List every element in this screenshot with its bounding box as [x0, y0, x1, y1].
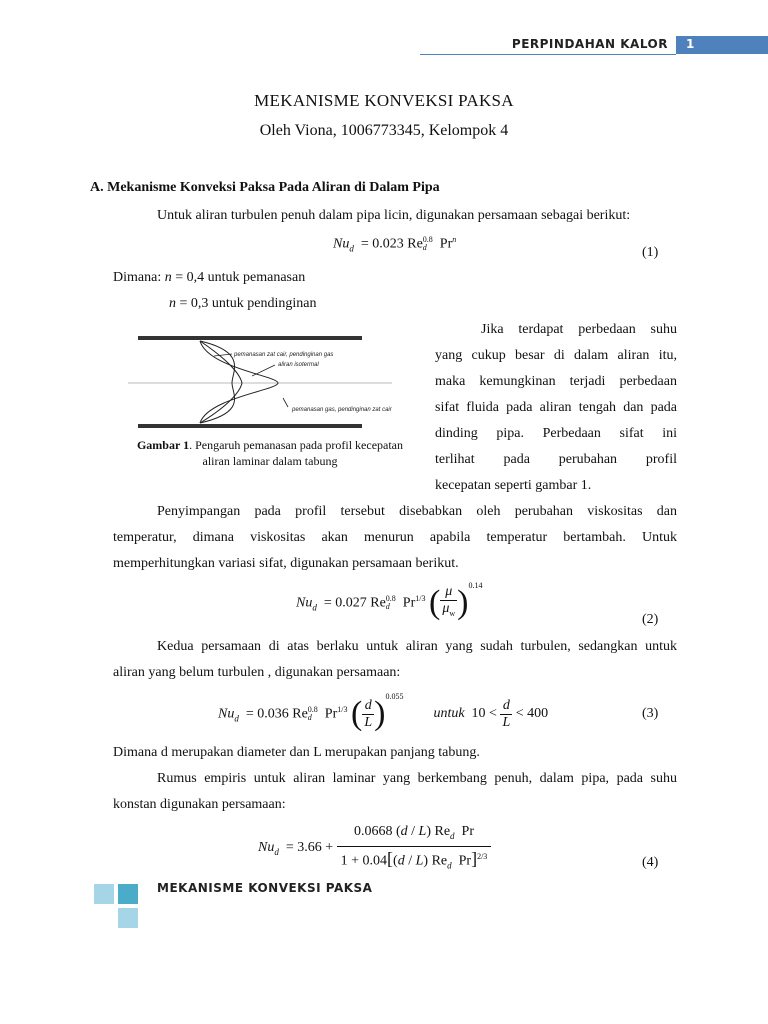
side-line: Jika terdapat perbedaan suhu [481, 322, 677, 337]
document-title: MEKANISME KONVEKSI PAKSA [254, 91, 514, 110]
paragraph-5 [113, 766, 677, 818]
arrow-top [214, 354, 232, 356]
equation-3-number: (3) [642, 706, 659, 721]
dimana-line-2: n = 0,3 untuk pendinginan [169, 296, 317, 311]
equation-2: $Nu_d = 0.027$ Re 0.8 d $Pr^{1/3}$ ( μ $\mu_w$ ) 0.14 [296, 581, 483, 621]
paragraph-1: Untuk aliran turbulen penuh dalam pipa licin, digunakan persamaan sebagai berikut: [157, 208, 631, 223]
footer-square [94, 884, 114, 904]
side-line: kecepatan seperti gambar 1. [435, 478, 592, 493]
side-line: sifat fluida pada aliran tengah dan pada [435, 400, 677, 415]
figure-label-mid: aliran isotermal [278, 362, 319, 368]
para2-line: memperhitungkan variasi sifat, digunakan persamaan berikut. [113, 556, 459, 571]
side-line: terlihat pada perubahan profil [435, 452, 677, 467]
author-line: Oleh Viona, 1006773345, Kelompok 4 [259, 122, 509, 139]
footer-title: MEKANISME KONVEKSI PAKSA [157, 881, 373, 895]
pipe-wall-bottom [138, 424, 362, 428]
page-number: 1 [686, 37, 695, 51]
dimana-n1: = 0,4 untuk pemanasan [171, 270, 306, 285]
equation-1: $Nu_d = 0.023$ Re 0.8 d Pr$^n$ [333, 235, 457, 254]
caption-label: Gambar 1 [136, 438, 190, 452]
dimana-label: Dimana: [113, 270, 165, 285]
figure-caption [125, 437, 415, 469]
para2-line: temperatur, dimana viskositas akan menurun apabila temperatur bertambah. Untuk [113, 530, 677, 545]
figure-label-top: pemanasan zat cair, pendinginan gas [234, 352, 334, 358]
running-header-title: PERPINDAHAN KALOR [511, 37, 668, 51]
arrow-mid [252, 365, 275, 376]
figure-label-bottom: pemanasan gas, pendinginan zat cair [292, 407, 392, 413]
figure-velocity-profile [128, 330, 418, 438]
arrow-bottom [283, 398, 288, 407]
equation-2-number: (2) [642, 612, 659, 627]
equation-3: $Nu_d = 0.036$ Re 0.8 d $Pr^{1/3}$ ( d L ) 0.055 untuk 10 < d L < 400 [218, 692, 549, 732]
equation-4-number: (4) [642, 855, 659, 870]
pipe-wall-top [138, 336, 362, 340]
section-heading: A. Mekanisme Konveksi Paksa Pada Aliran di Dalam Pipa [90, 180, 440, 195]
para5-line: konstan digunakan persamaan: [113, 797, 286, 812]
footer-square [118, 884, 138, 904]
footer-square [118, 908, 138, 928]
side-line: yang cukup besar di dalam aliran itu, [435, 348, 677, 363]
side-line: dinding pipa. Perbedaan sifat ini [435, 426, 677, 441]
equation-4: $Nu_d = 3.66$ + 0.0668 (d / L) $Re_d$ Pr 1 + 0.04[(d / L) $Re_d$ Pr]$^{2/3}$ [258, 822, 491, 875]
para3-line: aliran yang belum turbulen , digunakan persamaan: [113, 665, 401, 680]
dimana-n2: = 0,3 untuk pendinginan [176, 296, 317, 311]
equation-1-number: (1) [642, 245, 659, 260]
caption-line-2: aliran laminar dalam tabung [202, 454, 338, 468]
side-line: maka kemungkinan terjadi perbedaan [435, 374, 677, 389]
para5-line: Rumus empiris untuk aliran laminar yang berkembang penuh, dalam pipa, pada suhu [157, 771, 677, 786]
figure-side-text [435, 317, 677, 499]
paragraph-4: Dimana d merupakan diameter dan L merupakan panjang tabung. [113, 745, 480, 760]
para2-line: Penyimpangan pada profil tersebut disebabkan oleh perubahan viskositas dan [157, 504, 677, 519]
paragraph-2 [113, 499, 677, 577]
para3-line: Kedua persamaan di atas berlaku untuk aliran yang sudah turbulen, sedangkan untuk [157, 639, 677, 654]
header-rule [420, 54, 676, 55]
caption-line-1: . Pengaruh pemanasan pada profil kecepatan [189, 438, 404, 452]
paragraph-3 [113, 634, 677, 686]
dimana-line-1: Dimana: n = 0,4 untuk pemanasan [113, 270, 306, 285]
